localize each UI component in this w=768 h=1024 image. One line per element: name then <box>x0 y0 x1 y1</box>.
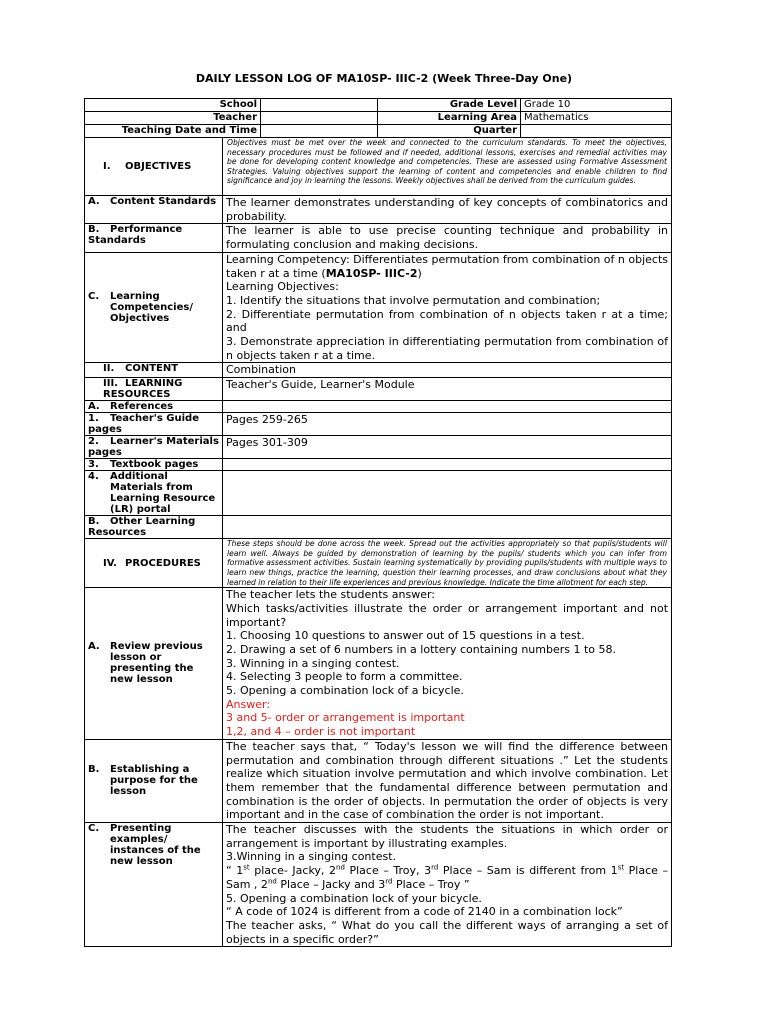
content-heading: II. CONTENT <box>85 363 223 378</box>
procedures-heading: IV. PROCEDURES <box>85 539 223 588</box>
learners-materials-label: 2. Learner's Materials pages <box>85 436 223 459</box>
content-standards-label: A. Content Standards <box>85 196 223 224</box>
resources-row <box>85 378 672 401</box>
content-standards-row <box>85 196 672 224</box>
content-standards-text: The learner demonstrates understanding of key concepts of combinatorics and probability. <box>223 196 672 224</box>
teaching-date-label: Teaching Date and Time <box>85 125 261 138</box>
lesson-log-table <box>84 98 672 947</box>
school-value <box>261 99 378 112</box>
lr-portal-row <box>85 471 672 516</box>
other-resources-value <box>223 516 672 539</box>
presenting-text: The teacher discusses with the students the situations in which order or arrangement is important by illustrating examples. 3.Winning in a singing contest. “ 1st place- Jacky, 2nd Place – Troy, 3rd Place – Sam is different from 1st Place – Sam , 2nd Place – Jacky and 3rd Place – Troy ” 5. Opening a combination lock of your bicycle. “ A code of 1024 is different from a code of 2140 in a combination lock” The teacher asks, “ What do you call the different ways of arranging a set of objects in a specific order?” <box>223 823 672 947</box>
content-text: Combination <box>223 363 672 378</box>
placing-example: “ 1st place- Jacky, 2nd Place – Troy, 3rd Place – Sam is different from 1st Place – Sam , 2nd Place – Jacky and 3rd Place – Troy ” <box>226 863 669 891</box>
performance-standards-text: The learner is able to use precise counting technique and probability in formulating conclusion and making decisions. <box>223 224 672 252</box>
teachers-guide-pages: Pages 259-265 <box>223 413 672 436</box>
quarter-value <box>521 125 672 138</box>
presenting-label: C. Presenting examples/ instances of the new lesson <box>85 823 223 947</box>
teacher-label: Teacher <box>85 112 261 125</box>
competency-code: MA10SP- IIIC-2 <box>325 266 418 280</box>
objectives-note: Objectives must be met over the week and connected to the curriculum standards. To meet the objectives, necessary procedures must be followed and if needed, additional lessons, exercises and remedial activities may be done for developing content knowledge and competencies. These are assessed using Formative Assessment Strategies. Valuing objectives support the learning of content and competencies and enable children to find significance and joy in learning the lessons. Weekly objectives shall be derived from the curriculum guides. <box>223 138 672 196</box>
other-resources-row <box>85 516 672 539</box>
teaching-date-value <box>261 125 378 138</box>
review-item-3: 3. Winning in a singing contest. <box>226 656 400 670</box>
answer-2: 1,2, and 4 – order is not important <box>226 725 416 739</box>
textbook-label: 3. Textbook pages <box>85 459 223 471</box>
objective-2: 2. Differentiate permutation from combination of n objects taken r at a time; and <box>226 307 669 335</box>
header-row-teacher <box>85 112 672 125</box>
quarter-label: Quarter <box>378 125 521 138</box>
lesson-log-table-container <box>84 98 671 947</box>
textbook-pages <box>223 459 672 471</box>
teachers-guide-row <box>85 413 672 436</box>
review-row <box>85 588 672 740</box>
teacher-value <box>261 112 378 125</box>
header-row-date <box>85 125 672 138</box>
procedures-note: These steps should be done across the week. Spread out the activities appropriately so that pupils/students will learn well. Always be guided by demonstration of learning by the pupils/ students which you can infer from formative assessment activities. Sustain learning systematically by providing pupils/students with multiple ways to learn new things, practice the learning, question their learning processes, and draw conclusions about what they learned in relation to their life experiences and previous knowledge. Indicate the time allotment for each step. <box>223 539 672 588</box>
purpose-label: B. Establishing a purpose for the lesson <box>85 739 223 822</box>
competencies-label: C. Learning Competencies/ Objectives <box>85 252 223 363</box>
review-item-5: 5. Opening a combination lock of a bicycle. <box>226 684 464 698</box>
competencies-text: Learning Competency: Differentiates permutation from combination of n objects taken r at a time (MA10SP- IIIC-2) Learning Objectives: 1. Identify the situations that involve permutation and combination; 2. Differentiate permutation from combination of n objects taken r at a time; and 3. Demonstrate appreciation in differentiating permutation from combination of n objects taken r at a time. <box>223 252 672 363</box>
resources-text: Teacher's Guide, Learner's Module <box>223 378 672 401</box>
teacher-question: The teacher asks, “ What do you call the different ways of arranging a set of objects in a specific order?” <box>226 918 669 946</box>
textbook-row <box>85 459 672 471</box>
answer-heading: Answer: <box>226 697 271 711</box>
document-title: DAILY LESSON LOG OF MA10SP- IIIC-2 (Week Three-Day One) <box>195 72 573 85</box>
review-label: A. Review previous lesson or presenting the new lesson <box>85 588 223 740</box>
performance-standards-row <box>85 224 672 252</box>
lock-code-example: “ A code of 1024 is different from a code of 2140 in a combination lock” <box>226 905 623 919</box>
school-label: School <box>85 99 261 112</box>
resources-heading: III. LEARNING RESOURCES <box>85 378 223 401</box>
objective-3: 3. Demonstrate appreciation in differentiating permutation from combination of n objects taken r at a time. <box>226 335 669 362</box>
objective-1: 1. Identify the situations that involve permutation and combination; <box>226 293 601 307</box>
lr-portal-value <box>223 471 672 516</box>
learners-materials-row <box>85 436 672 459</box>
teachers-guide-label: 1. Teacher's Guide pages <box>85 413 223 436</box>
competencies-row <box>85 252 672 363</box>
procedures-row <box>85 539 672 588</box>
references-label: A. References <box>85 401 223 413</box>
learning-area-label: Learning Area <box>378 112 521 125</box>
review-item-4: 4. Selecting 3 people to form a committee. <box>226 670 463 684</box>
purpose-text: The teacher says that, “ Today's lesson we will find the difference between permutation and combination through different situations .” Let the students realize which situation involve permutation and which involve combination. Let them remember that the fundamental difference between permutation and combination is the order of objects. In permutation the order of objects is very important and in the case of combination the order is not important. <box>223 739 672 822</box>
review-text: The teacher lets the students answer: Which tasks/activities illustrate the order or arrangement important and not important? 1. Choosing 10 questions to answer out of 15 questions in a test. 2. Drawing a set of 6 numbers in a lottery containing numbers 1 to 58. 3. Winning in a singing contest. 4. Selecting 3 people to form a committee. 5. Opening a combination lock of a bicycle. Answer: 3 and 5- order or arrangement is important 1,2, and 4 – order is not important <box>223 588 672 740</box>
header-row-school <box>85 99 672 112</box>
grade-level-value: Grade 10 <box>521 99 672 112</box>
purpose-row <box>85 739 672 822</box>
objectives-row <box>85 138 672 196</box>
references-row <box>85 401 672 413</box>
grade-level-label: Grade Level <box>378 99 521 112</box>
answer-1: 3 and 5- order or arrangement is important <box>226 711 465 725</box>
lr-portal-label: 4. Additional Materials from Learning Resource (LR) portal <box>85 471 223 516</box>
other-resources-label: B. Other Learning Resources <box>85 516 223 539</box>
learning-area-value: Mathematics <box>521 112 672 125</box>
review-item-1: 1. Choosing 10 questions to answer out of 15 questions in a test. <box>226 629 585 643</box>
objectives-heading: I. OBJECTIVES <box>85 138 223 196</box>
content-row <box>85 363 672 378</box>
references-value <box>223 401 672 413</box>
presenting-row <box>85 823 672 947</box>
review-item-2: 2. Drawing a set of 6 numbers in a lottery containing numbers 1 to 58. <box>226 642 617 656</box>
learners-materials-pages: Pages 301-309 <box>223 436 672 459</box>
performance-standards-label: B. Performance Standards <box>85 224 223 252</box>
